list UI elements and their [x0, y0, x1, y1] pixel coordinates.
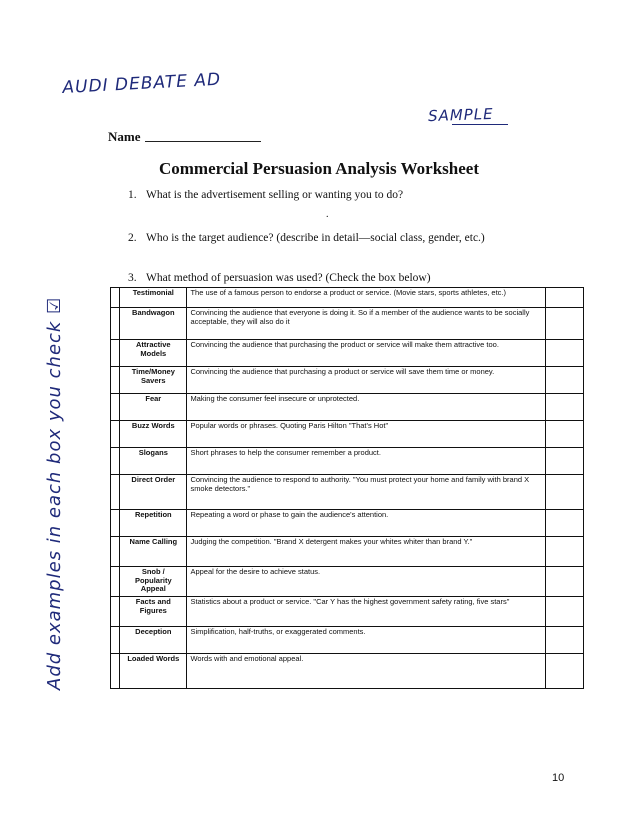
method-description: Short phrases to help the consumer remember a product. — [187, 448, 546, 475]
method-name: Bandwagon — [120, 308, 187, 340]
example-cell[interactable] — [546, 654, 584, 689]
table-row — [111, 475, 584, 510]
method-description: Judging the competition. "Brand X detergent makes your whites whiter than brand Y." — [187, 537, 546, 567]
example-cell[interactable] — [546, 340, 584, 367]
stray-dot: . — [326, 209, 329, 220]
example-cell[interactable] — [546, 367, 584, 394]
method-name: Fear — [120, 394, 187, 421]
method-name: Name Calling — [120, 537, 187, 567]
example-cell[interactable] — [546, 537, 584, 567]
handwritten-title: AUDI DEBATE AD — [62, 69, 222, 98]
handwritten-sample-label: SAMPLE — [427, 104, 494, 126]
method-name: Buzz Words — [120, 421, 187, 448]
method-description: Making the consumer feel insecure or unprotected. — [187, 394, 546, 421]
method-description: The use of a famous person to endorse a product or service. (Movie stars, sports athletes, etc.) — [187, 288, 546, 308]
method-checkbox[interactable] — [111, 394, 120, 421]
table-row — [111, 394, 584, 421]
method-description: Appeal for the desire to achieve status. — [187, 567, 546, 597]
method-checkbox[interactable] — [111, 567, 120, 597]
method-description: Repeating a word or phase to gain the audience's attention. — [187, 510, 546, 537]
example-cell[interactable] — [546, 510, 584, 537]
method-checkbox[interactable] — [111, 537, 120, 567]
method-checkbox[interactable] — [111, 308, 120, 340]
method-description: Convincing the audience that purchasing a product or service will save them time or money. — [187, 367, 546, 394]
table-row — [111, 340, 584, 367]
sample-underline — [452, 124, 508, 125]
table-row — [111, 510, 584, 537]
example-cell[interactable] — [546, 288, 584, 308]
method-checkbox[interactable] — [111, 510, 120, 537]
method-name: Testimonial — [120, 288, 187, 308]
method-name: Attractive Models — [120, 340, 187, 367]
method-name: Repetition — [120, 510, 187, 537]
question-number: 2. — [128, 232, 137, 244]
method-checkbox[interactable] — [111, 340, 120, 367]
worksheet-title: Commercial Persuasion Analysis Worksheet — [158, 159, 479, 178]
method-name: Facts and Figures — [120, 597, 187, 627]
method-description: Words with and emotional appeal. — [187, 654, 546, 689]
example-cell[interactable] — [546, 421, 584, 448]
method-checkbox[interactable] — [111, 597, 120, 627]
table-row — [111, 597, 584, 627]
table-row — [111, 288, 584, 308]
example-cell[interactable] — [546, 308, 584, 340]
method-checkbox[interactable] — [111, 475, 120, 510]
method-description: Popular words or phrases. Quoting Paris Hilton "That's Hot" — [187, 421, 546, 448]
table-row — [111, 654, 584, 689]
method-description: Convincing the audience that everyone is doing it. So if a member of the audience wants to be socially acceptable, they will also do it — [187, 308, 546, 340]
method-checkbox[interactable] — [111, 448, 120, 475]
example-cell[interactable] — [546, 475, 584, 510]
handwritten-side-note: Add examples in each box you check ☑ — [44, 296, 65, 690]
method-name: Deception — [120, 627, 187, 654]
table-row — [111, 308, 584, 340]
question-text: What is the advertisement selling or wanting you to do? — [146, 189, 404, 201]
table-row — [111, 627, 584, 654]
question-number: 1. — [128, 189, 137, 201]
question-text: Who is the target audience? (describe in detail—social class, gender, etc.) — [146, 232, 485, 244]
example-cell[interactable] — [546, 394, 584, 421]
method-description: Convincing the audience to respond to authority. "You must protect your home and family with brand X smoke detectors." — [187, 475, 546, 510]
persuasion-methods-table — [110, 287, 584, 689]
table-row — [111, 537, 584, 567]
table-row — [111, 567, 584, 597]
method-name: Direct Order — [120, 475, 187, 510]
method-checkbox[interactable] — [111, 367, 120, 394]
table-row — [111, 421, 584, 448]
example-cell[interactable] — [546, 567, 584, 597]
method-name: Slogans — [120, 448, 187, 475]
method-checkbox[interactable] — [111, 627, 120, 654]
method-description: Convincing the audience that purchasing the product or service will make them attractive too. — [187, 340, 546, 367]
name-label: Name — [108, 129, 141, 144]
table-row — [111, 367, 584, 394]
method-checkbox[interactable] — [111, 421, 120, 448]
example-cell[interactable] — [546, 448, 584, 475]
method-checkbox[interactable] — [111, 288, 120, 308]
question-number: 3. — [128, 272, 137, 284]
page-number: 10 — [552, 772, 565, 784]
method-description: Simplification, half-truths, or exaggerated comments. — [187, 627, 546, 654]
method-checkbox[interactable] — [111, 654, 120, 689]
example-cell[interactable] — [546, 627, 584, 654]
method-description: Statistics about a product or service. "Car Y has the highest government safety rating, five stars" — [187, 597, 546, 627]
table-row — [111, 448, 584, 475]
name-field-line[interactable] — [145, 141, 261, 142]
method-name: Time/Money Savers — [120, 367, 187, 394]
method-name: Snob / Popularity Appeal — [120, 567, 187, 597]
example-cell[interactable] — [546, 597, 584, 627]
question-text: What method of persuasion was used? (Check the box below) — [146, 272, 431, 284]
method-name: Loaded Words — [120, 654, 187, 689]
